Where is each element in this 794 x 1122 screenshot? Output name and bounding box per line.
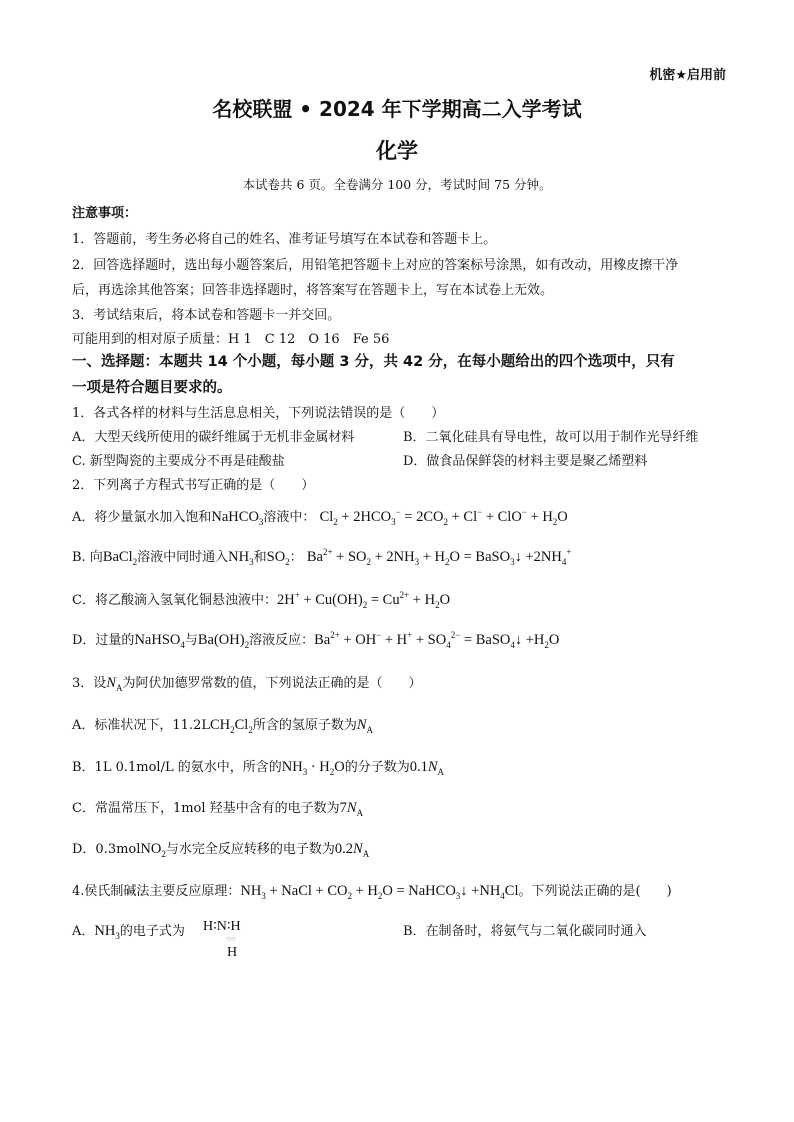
q2-c-text: C．将乙酸滴入氢氧化铜悬浊液中： — [72, 593, 277, 608]
q1-option-d: D．做食品保鲜袋的材料主要是聚乙烯塑料 — [403, 454, 648, 469]
section-heading-1: 一、选择题：本题共 14 个小题，每小题 3 分，共 42 分，在每小题给出的四个选项中，只有 — [72, 354, 675, 370]
q1-option-b: B．二氧化硅具有导电性，故可以用于制作光导纤维 — [403, 430, 699, 445]
q2-d-text2: 与 — [184, 633, 198, 648]
lewis-bottom-h: H — [227, 945, 238, 960]
q2-b-equation: $Ba^{2+} + SO_2 + 2NH_3 + H_2O$ = BaSO$_3$↓ $+2NH_4^+$ — [306, 547, 572, 567]
note-2b: 后，再选涂其他答案；回答非选择题时，将答案写在答题卡上，写在本试卷上无效。 — [72, 283, 554, 298]
q4-stem: 4.侯氏制碱法主要反应原理：$NH_3$ + NaCl + $CO_2 + H_2O$ = NaHCO$_3$↓ $+NH_4Cl$。下列说法正确的是( ) — [72, 883, 672, 901]
q2-option-d: D．过量的NaHSO$_4$与$Ba(OH)_2$溶液反应：$Ba^{2+} + OH^- + H^+ + SO_4^{2-}$ = BaSO$_4$↓ $+H_2O$ — [72, 630, 560, 650]
q2-c-equation: $2H^+ + Cu(OH)_2 = Cu^{2+} + H_2O$ — [276, 590, 451, 610]
notes-heading: 注意事项： — [72, 206, 138, 221]
q2-d-text3: 溶液反应： — [249, 633, 315, 648]
q1-stem: 1．各式各样的材料与生活息息相关，下列说法错误的是（ ） — [72, 406, 445, 421]
q4-option-b: B．在制备时，将氨气与二氧化碳同时通入 — [403, 924, 647, 939]
q2-a-text: A．将少量氯水加入饱和 — [72, 510, 212, 525]
q2-stem: 2．下列离子方程式书写正确的是（ ） — [72, 478, 315, 493]
confidential-mark: 机密★启用前 — [649, 68, 726, 83]
note-3: 3．考试结束后，将本试卷和答题卡一并交回。 — [72, 308, 341, 323]
ammonia-lewis-structure: H∶N∶H — [203, 919, 241, 934]
atomic-masses: 可能用到的相对原子质量：H 1 C 12 O 16 Fe 56 — [72, 332, 390, 347]
q1-option-c: C. 新型陶瓷的主要成分不再是硅酸盐 — [72, 454, 285, 469]
q3-option-a: A．标准状况下，$11.2LCH_2Cl_2$所含的氢原子数为$N_A$ — [72, 717, 374, 735]
q2-a-text2: 溶液中： — [263, 510, 316, 525]
subject-title: 化学 — [376, 139, 418, 163]
q2-option-a: A．将少量氯水加入饱和NaHCO$_3$溶液中： $Cl_2 + 2HCO_3^- = 2CO_2 + Cl^- + ClO^- + H_2O$ — [72, 507, 568, 527]
note-1: 1．答题前，考生务必将自己的姓名、准考证号填写在本试卷和答题卡上。 — [72, 232, 497, 247]
q2-b-text4: ： — [289, 550, 303, 565]
q2-d-text: D．过量的 — [72, 633, 135, 648]
note-2a: 2．回答选择题时，选出每小题答案后，用铅笔把答题卡上对应的答案标号涂黑，如有改动，用橡皮擦干净 — [72, 258, 679, 273]
q2-option-c — [72, 589, 450, 609]
q4-equation: $NH_3$ + NaCl + $CO_2 + H_2O$ = NaHCO$_3$↓ $+NH_4Cl$ — [240, 883, 519, 901]
q3-option-c: C．常温常压下，1mol 羟基中含有的电子数为$7N_A$ — [72, 800, 364, 818]
q2-a-equation: $Cl_2 + 2HCO_3^- = 2CO_2 + Cl^- + ClO^- + H_2O$ — [319, 507, 568, 527]
q2-b-text2: 溶液中同时通入 — [137, 550, 229, 565]
q3-option-b: B．1L 0.1mol/L 的氨水中，所含的$NH_3 \cdot H_2O$的分子数为$0.1N_A$ — [72, 759, 445, 777]
section-heading-2: 一项是符合题目要求的。 — [72, 380, 232, 396]
exam-info: 本试卷共 6 页。全卷满分 100 分，考试时间 75 分钟。 — [242, 177, 552, 192]
q2-d-equation: $Ba^{2+} + OH^- + H^+ + SO_4^{2-}$ = BaSO$_4$↓ $+H_2O$ — [314, 630, 560, 650]
exam-title: 名校联盟 • 2024 年下学期高二入学考试 — [212, 97, 582, 121]
q1-option-a: A．大型天线所使用的碳纤维属于无机非金属材料 — [72, 430, 355, 445]
q4-option-a: A．$NH_3$的电子式为 — [72, 923, 185, 941]
q2-b-text: B. 向 — [72, 550, 103, 565]
q3-option-d: D．0.3molNO$_2$与水完全反应转移的电子数为$0.2N_A$ — [72, 841, 370, 859]
lone-pair-dots: ○○ — [226, 934, 236, 943]
q2-b-text3: 和 — [253, 550, 267, 565]
q3-stem: 3．设$N_A$为阿伏加德罗常数的值，下列说法正确的是（ ） — [72, 675, 422, 693]
q2-option-b: B. 向BaCl$_2$溶液中同时通入$NH_3$和$SO_2$： $Ba^{2+} + SO_2 + 2NH_3 + H_2O$ = BaSO$_3$↓ $+2NH_4^+$ — [72, 547, 572, 567]
